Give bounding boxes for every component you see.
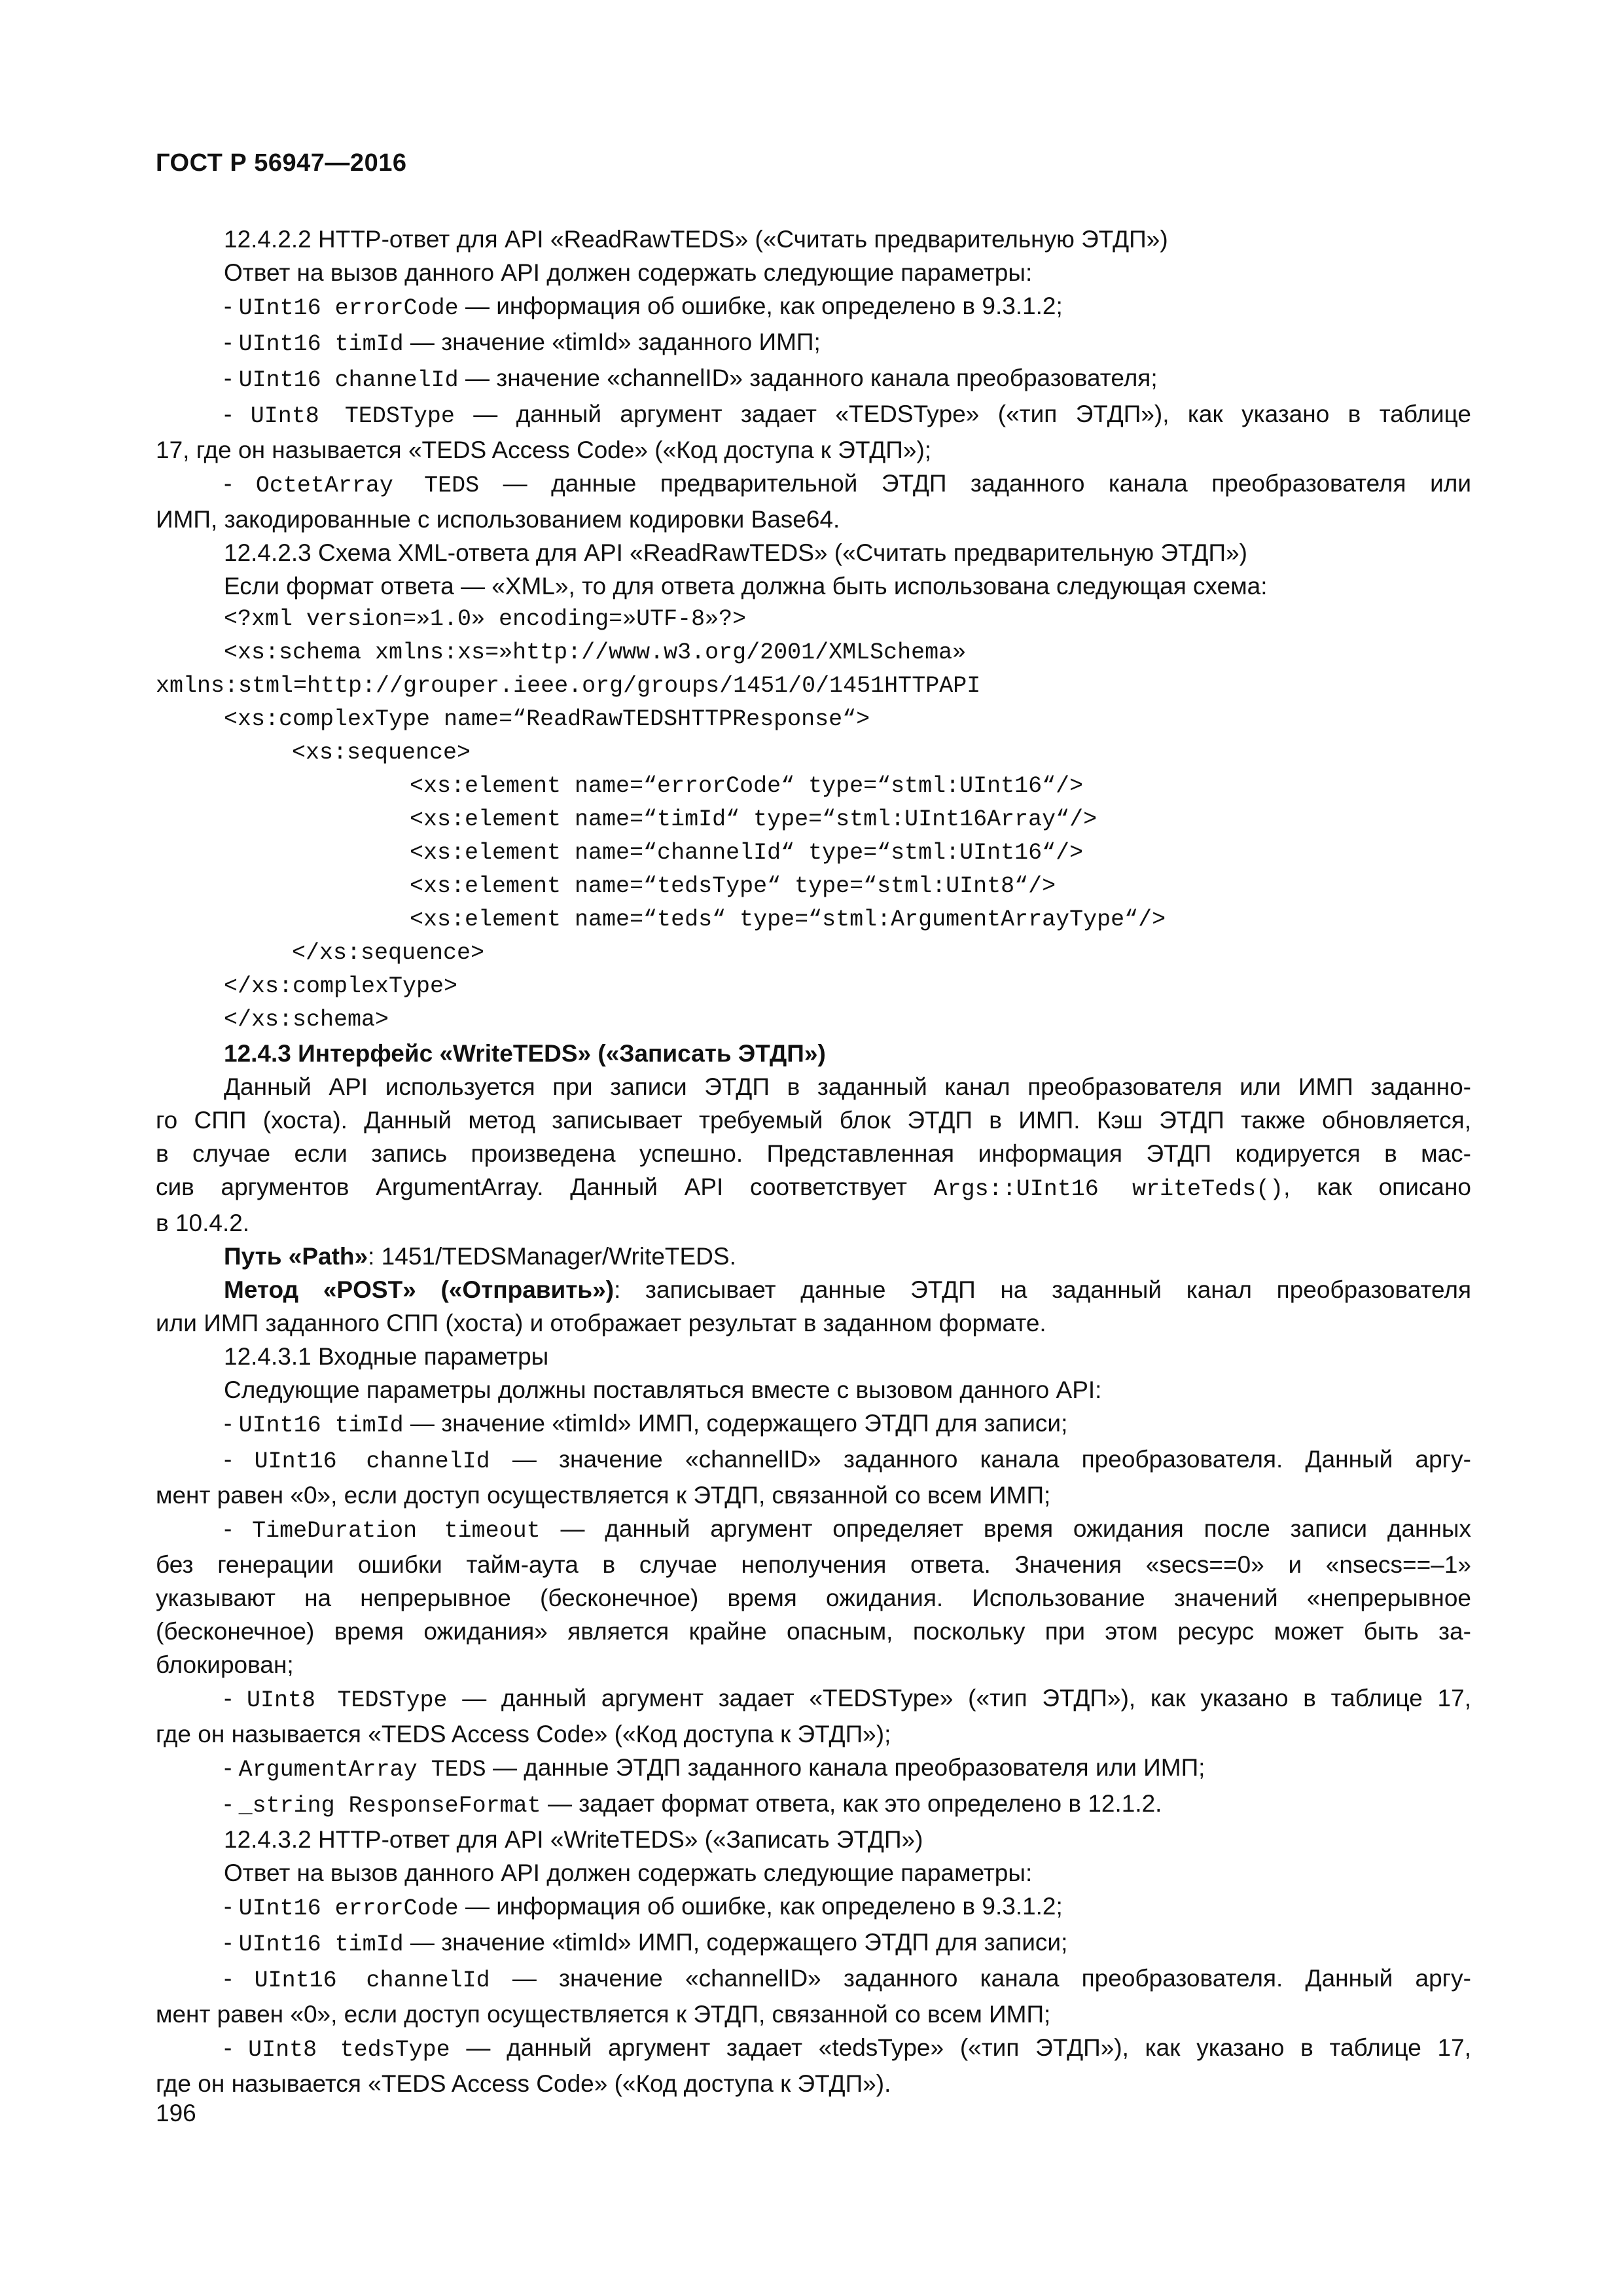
code-term: UInt8 tedsType bbox=[248, 2037, 450, 2063]
paragraph: Ответ на вызов данного API должен содержать следующие параметры: bbox=[224, 259, 1033, 286]
code-line: <xs:element name=“teds“ type=“stml:ArgumentArrayType“/> bbox=[410, 906, 1166, 933]
code-term: UInt16 timId bbox=[238, 1931, 404, 1958]
code-term: UInt16 channelId bbox=[238, 367, 459, 393]
paragraph: Если формат ответа — «XML», то для ответа должна быть использована следующая схема: bbox=[224, 573, 1268, 600]
code-term: TimeDuration timeout bbox=[252, 1518, 541, 1544]
code-line: </xs:sequence> bbox=[292, 940, 485, 966]
document-header: ГОСТ Р 56947—2016 bbox=[156, 149, 407, 177]
list-item: - UInt16 timId — значение «timId» ИМП, содержащего ЭТДП для записи; bbox=[224, 1410, 1068, 1439]
code-term: ArgumentArray TEDS bbox=[238, 1757, 486, 1783]
code-term: OctetArray TEDS bbox=[255, 473, 480, 499]
list-item: - _string ResponseFormat — задает формат ответа, как это определено в 12.1.2. bbox=[224, 1790, 1162, 1819]
code-term: UInt16 errorCode bbox=[238, 1895, 459, 1922]
list-item-continuation: ИМП, закодированные с использованием кодировки Base64. bbox=[156, 506, 840, 533]
code-line: <?xml version=»1.0» encoding=»UTF-8»?> bbox=[224, 606, 747, 632]
list-item: - UInt8 TEDSType — данный аргумент задает «TEDSType» («тип ЭТДП»), как указано в таблице bbox=[224, 401, 1471, 429]
code-line: <xs:complexType name=“ReadRawTEDSHTTPResponse“> bbox=[224, 706, 870, 732]
list-item: - UInt16 channelId — значение «channelID» заданного канала преобразователя; bbox=[224, 365, 1158, 393]
code-term: Args::UInt16 writeTeds() bbox=[933, 1176, 1284, 1202]
method-label: Метод «POST» («Отправить») bbox=[224, 1276, 615, 1303]
paragraph: Ответ на вызов данного API должен содержать следующие параметры: bbox=[224, 1859, 1033, 1886]
list-item-continuation: 17, где он называется «TEDS Access Code» («Код доступа к ЭТДП»); bbox=[156, 437, 932, 463]
section-heading-12-4-2-2: 12.4.2.2 HTTP-ответ для API «ReadRawTEDS» («Считать предварительную ЭТДП») bbox=[224, 226, 1168, 253]
list-item-continuation: (бесконечное) время ожидания» является крайне опасным, поскольку при этом ресурс может быть за- bbox=[156, 1618, 1471, 1645]
document-body bbox=[156, 223, 1471, 2100]
code-term: UInt16 timId bbox=[238, 1412, 404, 1439]
list-item: - UInt8 TEDSType — данный аргумент задает «TEDSType» («тип ЭТДП»), как указано в таблице 17, bbox=[224, 1685, 1471, 1713]
paragraph-line: го СПП (хоста). Данный метод записывает требуемый блок ЭТДП в ИМП. Кэш ЭТДП также обновляется, bbox=[156, 1107, 1471, 1134]
section-heading-12-4-2-3: 12.4.2.3 Схема XML-ответа для API «ReadRawTEDS» («Считать предварительную ЭТДП») bbox=[224, 539, 1247, 566]
list-item: - OctetArray TEDS — данные предварительной ЭТДП заданного канала преобразователя или bbox=[224, 470, 1471, 499]
method-line: Метод «POST» («Отправить»): записывает данные ЭТДП на заданный канал преобразователя bbox=[224, 1276, 1471, 1303]
section-heading-12-4-3: 12.4.3 Интерфейс «WriteTEDS» («Записать ЭТДП») bbox=[224, 1040, 826, 1067]
code-term: UInt16 channelId bbox=[254, 1448, 490, 1475]
paragraph: Следующие параметры должны поставляться вместе с вызовом данного API: bbox=[224, 1376, 1102, 1403]
list-item-continuation: мент равен «0», если доступ осуществляется к ЭТДП, связанной со всем ИМП; bbox=[156, 1482, 1051, 1509]
list-item-continuation: где он называется «TEDS Access Code» («Код доступа к ЭТДП»). bbox=[156, 2070, 891, 2097]
list-item: - UInt16 channelId — значение «channelID» заданного канала преобразователя. Данный аргу- bbox=[224, 1965, 1471, 1994]
path-line bbox=[156, 1240, 1471, 1273]
list-item: - UInt16 errorCode — информация об ошибке, как определено в 9.3.1.2; bbox=[224, 293, 1063, 321]
code-line: <xs:schema xmlns:xs=»http://www.w3.org/2001/XMLSchema» bbox=[224, 639, 967, 666]
code-line: <xs:element name=“timId“ type=“stml:UInt16Array“/> bbox=[410, 806, 1097, 833]
code-line: <xs:element name=“channelId“ type=“stml:UInt16“/> bbox=[410, 840, 1084, 866]
code-line: </xs:schema> bbox=[224, 1007, 389, 1033]
code-term: UInt8 TEDSType bbox=[247, 1687, 448, 1713]
paragraph-line: в случае если запись произведена успешно. Представленная информация ЭТДП кодируется в мас- bbox=[156, 1140, 1471, 1167]
list-item: - UInt16 timId — значение «timId» ИМП, содержащего ЭТДП для записи; bbox=[224, 1929, 1068, 1958]
code-line: <xs:element name=“tedsType“ type=“stml:UInt8“/> bbox=[410, 873, 1056, 899]
list-item: - UInt16 errorCode — информация об ошибке, как определено в 9.3.1.2; bbox=[224, 1893, 1063, 1922]
paragraph-line: сив аргументов ArgumentArray. Данный API соответствует Args::UInt16 writeTeds(), как описано bbox=[156, 1174, 1471, 1202]
list-item: - UInt16 timId — значение «timId» заданного ИМП; bbox=[224, 329, 821, 357]
code-term: UInt8 TEDSType bbox=[250, 403, 455, 429]
list-item-continuation: мент равен «0», если доступ осуществляется к ЭТДП, связанной со всем ИМП; bbox=[156, 2001, 1051, 2028]
code-line: xmlns:stml=http://grouper.ieee.org/groups/1451/0/1451HTTPAPI bbox=[156, 673, 981, 699]
code-line: <xs:element name=“errorCode“ type=“stml:UInt16“/> bbox=[410, 773, 1084, 799]
list-item: - ArgumentArray TEDS — данные ЭТДП заданного канала преобразователя или ИМП; bbox=[224, 1754, 1205, 1783]
code-term: UInt16 timId bbox=[238, 331, 404, 357]
paragraph-line: в 10.4.2. bbox=[156, 1210, 250, 1236]
list-item-continuation: где он называется «TEDS Access Code» («Код доступа к ЭТДП»); bbox=[156, 1721, 891, 1748]
section-heading-12-4-3-2: 12.4.3.2 HTTP-ответ для API «WriteTEDS» («Записать ЭТДП») bbox=[224, 1826, 923, 1853]
list-item-continuation: указывают на непрерывное (бесконечное) время ожидания. Использование значений «непрерывное bbox=[156, 1585, 1471, 1611]
paragraph-line: или ИМП заданного СПП (хоста) и отображает результат в заданном формате. bbox=[156, 1310, 1046, 1336]
list-item: - UInt16 channelId — значение «channelID» заданного канала преобразователя. Данный аргу- bbox=[224, 1446, 1471, 1475]
list-item: - TimeDuration timeout — данный аргумент определяет время ожидания после записи данных bbox=[224, 1515, 1471, 1544]
list-item-continuation: без генерации ошибки тайм-аута в случае неполучения ответа. Значения «secs==0» и «nsecs==–1» bbox=[156, 1551, 1471, 1578]
page-number: 196 bbox=[156, 2100, 196, 2126]
code-term: _string ResponseFormat bbox=[238, 1793, 541, 1819]
list-item: - UInt8 tedsType — данный аргумент задает «tedsType» («тип ЭТДП»), как указано в таблице 17, bbox=[224, 2034, 1471, 2063]
code-line: <xs:sequence> bbox=[292, 740, 471, 766]
paragraph-line: Данный API используется при записи ЭТДП в заданный канал преобразователя или ИМП заданно- bbox=[224, 1073, 1471, 1100]
code-line: </xs:complexType> bbox=[224, 973, 458, 999]
code-term: UInt16 channelId bbox=[254, 1967, 490, 1994]
path-value: : 1451/TEDSManager/WriteTEDS. bbox=[368, 1243, 736, 1270]
section-heading-12-4-3-1: 12.4.3.1 Входные параметры bbox=[224, 1343, 549, 1370]
list-item-continuation: блокирован; bbox=[156, 1651, 294, 1678]
path-label: Путь «Path» bbox=[224, 1243, 368, 1270]
code-term: UInt16 errorCode bbox=[238, 295, 459, 321]
